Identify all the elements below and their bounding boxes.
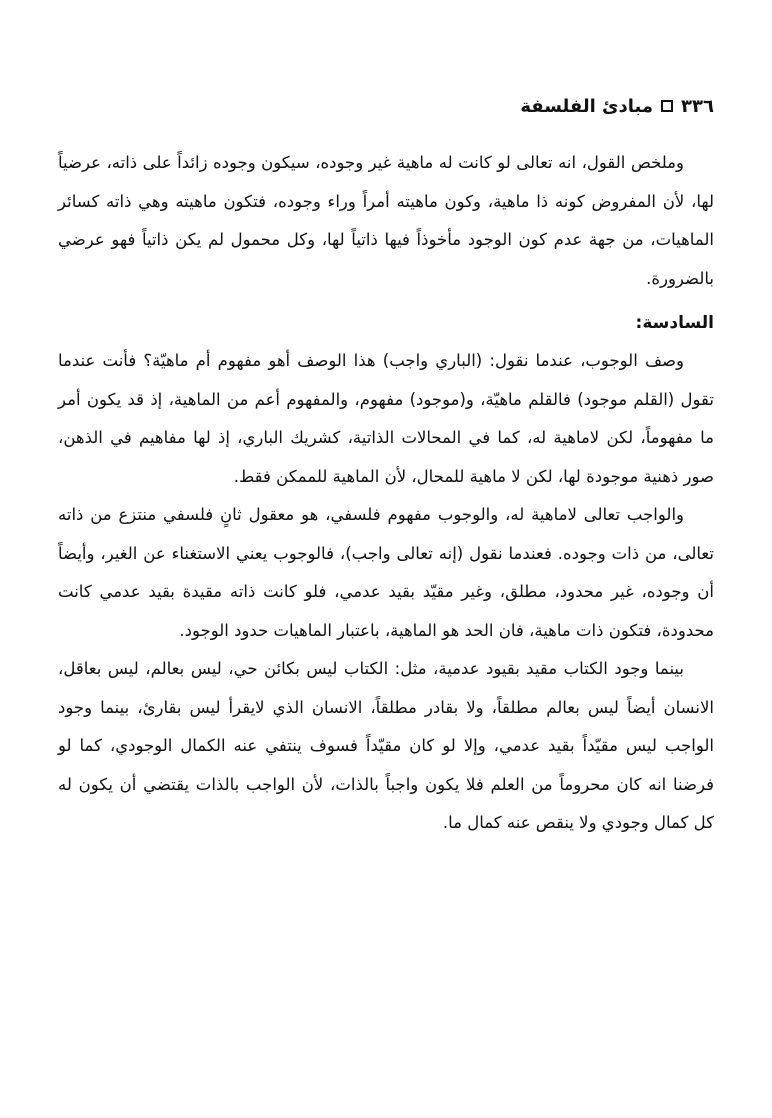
body-text bbox=[58, 144, 714, 843]
paragraph: والواجب تعالى لاماهية له، والوجوب مفهوم فلسفي، هو معقول ثانٍ فلسفي منتزع من ذاته تعالى، من ذات وجوده. فعندما نقول (إنه تعالى واجب)، فالوجوب يعني الاستغناء عن الغير، وأيضاً أن وجوده، غير محدود، مطلق، وغير مقيّد بقيد عدمي، فلو كانت ذاته مقيدة بقيد عدمي كانت محدودة، فتكون ذات ماهية، فان الحد هو الماهية، باعتبار الماهيات حدود الوجود. bbox=[58, 505, 714, 640]
section-heading: السادسة: bbox=[635, 313, 714, 333]
square-ornament-icon bbox=[661, 100, 673, 112]
book-page bbox=[58, 92, 714, 1078]
paragraph: بينما وجود الكتاب مقيد بقيود عدمية، مثل: الكتاب ليس بكائن حي، ليس بعالم، ليس بعاقل، الانسان أيضاً ليس بعالم مطلقاً، ولا بقادر مطلقاً، الانسان الذي لايقرأ ليس بقارئ، بينما وجود الواجب ليس مقيّداً بقيد عدمي، وإلا لو كان مقيّداً فسوف ينتفي عنه الكمال الوجودي، كما لو فرضنا انه كان محروماً من العلم فلا يكون واجباً بالذات، لأن الواجب بالذات يقتضي أن يكون له كل كمال وجودي ولا ينقص عنه كمال ما. bbox=[58, 659, 714, 832]
paragraph: وصف الوجوب، عندما نقول: (الباري واجب) هذا الوصف أهو مفهوم أم ماهيّة؟ فأنت عندما تقول (القلم موجود) فالقلم ماهيّة، و(موجود) مفهوم، والمفهوم أعم من الماهية، إذ قد يكون أمر ما مفهوماً، لكن لاماهية له، كما في المحالات الذاتية، كشريك الباري، إذ لها مفاهيم في الذهن، صور ذهنية موجودة لها، لكن لا ماهية للمحال، لأن الماهية للممكن فقط. bbox=[58, 351, 714, 486]
running-header bbox=[58, 92, 714, 120]
book-title: مبادئ الفلسفة bbox=[520, 95, 654, 117]
paragraph-summary: وملخص القول، انه تعالى لو كانت له ماهية غير وجوده، سيكون وجوده زائداً على ذاته، عرضياً لها، لأن المفروض كونه ذا ماهية، وكون ماهيته أمراً وراء وجوده، فتكون ماهيته وهي ذاته كسائر الماهيات، من جهة عدم كون الوجود مأخوذاً فيها ذاتياً لها، وكل محمول لم يكن ذاتياً فهو عرضي بالضرورة. bbox=[58, 153, 714, 288]
page-number: ٣٣٦ bbox=[681, 95, 714, 117]
